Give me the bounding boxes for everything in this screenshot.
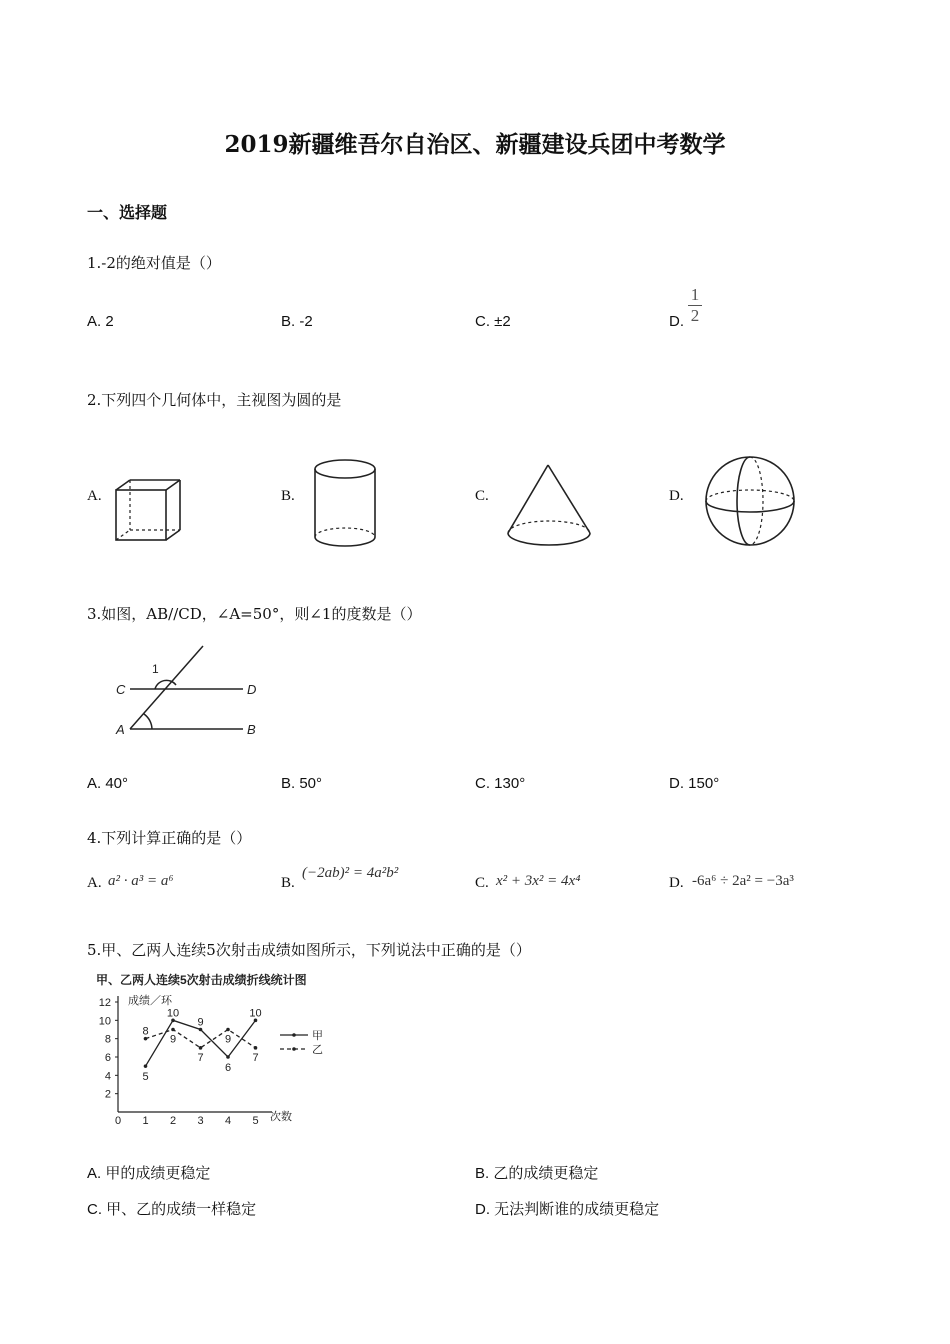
question-4-stem: 4.下列计算正确的是（） (87, 829, 252, 847)
cylinder-icon (305, 455, 385, 553)
q5-option-d[interactable]: D. 无法判断谁的成绩更稳定 (475, 1201, 660, 1218)
label-c: C (116, 682, 126, 697)
data-point (226, 1028, 230, 1032)
fraction-denominator: 2 (690, 306, 700, 325)
x-tick-label: 0 (114, 1115, 122, 1127)
data-label: 9 (224, 1033, 232, 1046)
chart-x-label: 次数 (270, 1111, 292, 1123)
x-tick-label: 2 (169, 1115, 177, 1127)
data-label: 5 (142, 1071, 149, 1084)
y-tick-label: 8 (104, 1033, 111, 1046)
data-point (144, 1064, 148, 1068)
fraction-numerator: 1 (690, 285, 700, 304)
cone-icon (500, 460, 600, 550)
q2-option-b[interactable]: B. (281, 488, 295, 504)
q1-option-a[interactable]: A. 2 (87, 313, 114, 330)
q5-option-a[interactable]: A. 甲的成绩更稳定 (87, 1165, 211, 1182)
section-heading: 一、选择题 (87, 203, 168, 222)
q2-option-c[interactable]: C. (475, 488, 489, 504)
q2-option-d[interactable]: D. (669, 488, 684, 504)
q4-option-c[interactable]: C. (475, 875, 489, 891)
data-label: 8 (142, 1025, 149, 1038)
q5-option-b[interactable]: B. 乙的成绩更稳定 (475, 1165, 599, 1182)
q1-option-d-fraction (688, 285, 702, 326)
cube-icon (108, 475, 183, 545)
x-tick-label: 3 (197, 1115, 204, 1127)
legend-marker (292, 1047, 296, 1051)
q1-option-c[interactable]: C. ±2 (475, 313, 511, 330)
x-tick-label: 5 (252, 1115, 259, 1127)
q4-option-a-expression: a² · a³ = a⁶ (108, 873, 174, 889)
q3-option-d[interactable]: D. 150° (669, 775, 720, 792)
y-tick-label: 10 (98, 1015, 111, 1028)
q3-option-b[interactable]: B. 50° (281, 775, 323, 792)
y-tick-label: 12 (98, 997, 111, 1009)
label-angle-1: 1 (152, 662, 159, 676)
data-point (199, 1046, 203, 1050)
q4-option-d[interactable]: D. (669, 875, 684, 891)
question-1-stem: 1.-2的绝对值是（） (87, 254, 221, 272)
q4-option-b-expression: (−2ab)² = 4a²b² (302, 865, 399, 881)
question-3-stem: 3.如图，AB//CD，∠A=50°，则∠1的度数是（） (87, 605, 422, 623)
q4-option-c-expression: x² + 3x² = 4x⁴ (496, 873, 581, 889)
legend-label: 甲 (312, 1030, 323, 1042)
data-label: 10 (249, 1007, 262, 1020)
data-label: 7 (252, 1051, 259, 1064)
y-tick-label: 6 (104, 1052, 111, 1064)
label-d: D (247, 682, 257, 697)
data-point (171, 1028, 175, 1032)
parallel-lines-figure (108, 640, 278, 750)
q2-option-a[interactable]: A. (87, 488, 102, 504)
data-label: 9 (169, 1033, 177, 1046)
q3-option-c[interactable]: C. 130° (475, 775, 526, 792)
shooting-scores-line-chart (90, 967, 350, 1127)
label-a: A (116, 722, 125, 737)
q1-option-d[interactable]: D. (669, 313, 684, 330)
x-tick-label: 1 (142, 1115, 149, 1127)
q4-option-a[interactable]: A. (87, 875, 102, 891)
q1-option-b[interactable]: B. -2 (281, 313, 313, 330)
x-tick-label: 4 (224, 1115, 232, 1127)
data-label: 10 (166, 1007, 180, 1020)
data-label: 7 (197, 1051, 204, 1064)
question-2-stem: 2.下列四个几何体中，主视图为圆的是 (87, 391, 342, 409)
legend-marker (292, 1033, 296, 1037)
q4-option-b[interactable]: B. (281, 875, 295, 891)
q3-option-a[interactable]: A. 40° (87, 775, 129, 792)
y-tick-label: 4 (104, 1070, 111, 1083)
chart-title: 甲、乙两人连续5次射击成绩折线统计图 (96, 973, 307, 987)
data-point (254, 1046, 258, 1050)
legend-label: 乙 (312, 1044, 323, 1056)
label-b: B (247, 722, 256, 737)
data-label: 6 (224, 1062, 232, 1074)
data-point (226, 1055, 230, 1059)
y-tick-label: 2 (104, 1088, 111, 1101)
data-label: 9 (197, 1016, 204, 1029)
sphere-icon (702, 454, 802, 549)
q4-option-d-expression: -6a⁶ ÷ 2a² = −3a³ (692, 873, 794, 889)
question-5-stem: 5.甲、乙两人连续5次射击成绩如图所示，下列说法中正确的是（） (87, 941, 531, 959)
page-title: 2019新疆维吾尔自治区、新疆建设兵团中考数学 (224, 131, 726, 158)
chart-y-label: 成绩／环 (128, 995, 172, 1007)
q5-option-c[interactable]: C. 甲、乙的成绩一样稳定 (87, 1201, 257, 1218)
